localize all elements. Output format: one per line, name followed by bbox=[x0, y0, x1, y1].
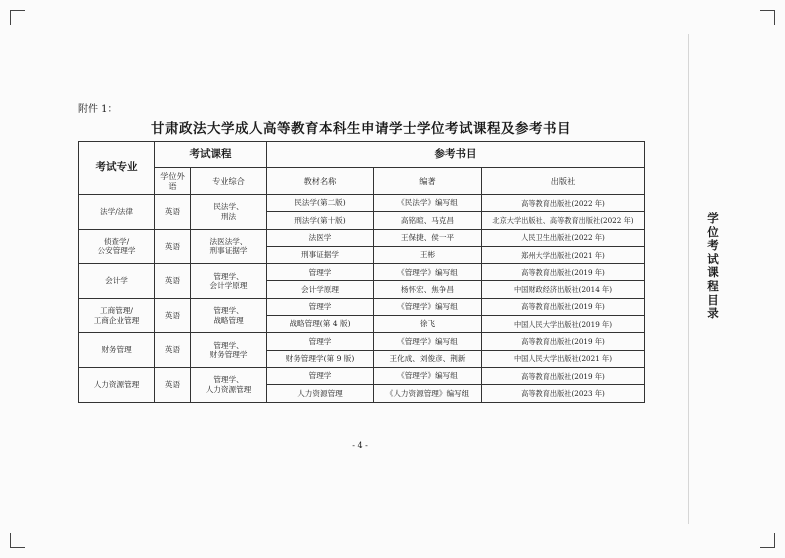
cell-publisher: 中国人民大学出版社(2021 年) bbox=[482, 350, 645, 367]
cell-editor: 《管理学》编写组 bbox=[374, 264, 482, 281]
crop-mark-bottom-right bbox=[760, 533, 775, 548]
cell-publisher: 高等教育出版社(2023 年) bbox=[482, 385, 645, 402]
cell-textbook-name: 管理学 bbox=[267, 298, 374, 315]
cell-editor: 《人力资源管理》编写组 bbox=[374, 385, 482, 402]
header-editor: 编著 bbox=[374, 168, 482, 195]
cell-publisher: 高等教育出版社(2019 年) bbox=[482, 333, 645, 350]
cell-textbook-name: 管理学 bbox=[267, 264, 374, 281]
cell-textbook-name: 管理学 bbox=[267, 333, 374, 350]
cell-major: 人力资源管理 bbox=[79, 367, 155, 402]
cell-textbook-name: 刑事证据学 bbox=[267, 246, 374, 263]
cell-major: 法学/法律 bbox=[79, 195, 155, 230]
cell-editor: 高铭暄、马克昌 bbox=[374, 212, 482, 229]
cell-editor: 王保捷、侯一平 bbox=[374, 229, 482, 246]
document-title: 甘肃政法大学成人高等教育本科生申请学士学位考试课程及参考书目 bbox=[151, 121, 571, 137]
header-professional-comprehensive: 专业综合 bbox=[191, 168, 267, 195]
header-major: 考试专业 bbox=[79, 142, 155, 195]
cell-editor: 《管理学》编写组 bbox=[374, 367, 482, 384]
cell-major: 工商管理/ 工商企业管理 bbox=[79, 298, 155, 333]
cell-textbook-name: 财务管理学(第 9 版) bbox=[267, 350, 374, 367]
crop-mark-top-right bbox=[760, 10, 775, 25]
cell-degree-language: 英语 bbox=[155, 229, 191, 264]
table-body bbox=[79, 195, 645, 403]
header-textbook-name: 教材名称 bbox=[267, 168, 374, 195]
cell-degree-language: 英语 bbox=[155, 333, 191, 368]
cell-subjects: 法医法学、 刑事证据学 bbox=[191, 229, 267, 264]
cell-subjects: 管理学、 财务管理学 bbox=[191, 333, 267, 368]
cell-textbook-name: 民法学(第二版) bbox=[267, 195, 374, 212]
table-row bbox=[79, 229, 645, 246]
table-row bbox=[79, 298, 645, 315]
cell-publisher: 郑州大学出版社(2021 年) bbox=[482, 246, 645, 263]
course-table bbox=[78, 141, 645, 403]
cell-textbook-name: 管理学 bbox=[267, 367, 374, 384]
cell-textbook-name: 战略管理(第 4 版) bbox=[267, 316, 374, 333]
cell-publisher: 中国财政经济出版社(2014 年) bbox=[482, 281, 645, 298]
header-degree-language: 学位外语 bbox=[155, 168, 191, 195]
crop-mark-bottom-left bbox=[10, 533, 25, 548]
header-exam-courses: 考试课程 bbox=[155, 142, 267, 168]
cell-editor: 王化成、刘俊彦、荆新 bbox=[374, 350, 482, 367]
cell-major: 侦查学/ 公安管理学 bbox=[79, 229, 155, 264]
cell-textbook-name: 法医学 bbox=[267, 229, 374, 246]
cell-subjects: 民法学、 刑法 bbox=[191, 195, 267, 230]
cell-degree-language: 英语 bbox=[155, 367, 191, 402]
table-row bbox=[79, 367, 645, 384]
cell-major: 会计学 bbox=[79, 264, 155, 299]
header-reference-books: 参考书目 bbox=[267, 142, 645, 168]
cell-editor: 杨怀宏、焦争昌 bbox=[374, 281, 482, 298]
cell-textbook-name: 会计学原理 bbox=[267, 281, 374, 298]
header-publisher: 出版社 bbox=[482, 168, 645, 195]
cell-publisher: 高等教育出版社(2019 年) bbox=[482, 298, 645, 315]
page-number: - 4 - bbox=[352, 441, 368, 450]
cell-publisher: 北京大学出版社、高等教育出版社(2022 年) bbox=[482, 212, 645, 229]
cell-textbook-name: 刑法学(第十版) bbox=[267, 212, 374, 229]
cell-subjects: 管理学、 战略管理 bbox=[191, 298, 267, 333]
cell-publisher: 中国人民大学出版社(2019 年) bbox=[482, 316, 645, 333]
cell-textbook-name: 人力资源管理 bbox=[267, 385, 374, 402]
table-row bbox=[79, 195, 645, 212]
table-row bbox=[79, 333, 645, 350]
cell-degree-language: 英语 bbox=[155, 264, 191, 299]
cell-editor: 《民法学》编写组 bbox=[374, 195, 482, 212]
cell-degree-language: 英语 bbox=[155, 195, 191, 230]
cell-publisher: 人民卫生出版社(2022 年) bbox=[482, 229, 645, 246]
table-row bbox=[79, 264, 645, 281]
cell-publisher: 高等教育出版社(2022 年) bbox=[482, 195, 645, 212]
cell-subjects: 管理学、 会计学原理 bbox=[191, 264, 267, 299]
cell-editor: 《管理学》编写组 bbox=[374, 333, 482, 350]
page-trim-line bbox=[688, 34, 689, 524]
cell-editor: 王彬 bbox=[374, 246, 482, 263]
crop-mark-top-left bbox=[10, 10, 25, 25]
cell-publisher: 高等教育出版社(2019 年) bbox=[482, 367, 645, 384]
cell-editor: 《管理学》编写组 bbox=[374, 298, 482, 315]
cell-subjects: 管理学、 人力资源管理 bbox=[191, 367, 267, 402]
cell-publisher: 高等教育出版社(2019 年) bbox=[482, 264, 645, 281]
attachment-label: 附件 1： bbox=[78, 104, 118, 115]
cell-degree-language: 英语 bbox=[155, 298, 191, 333]
side-label: 学位考试课程目录 bbox=[707, 211, 719, 321]
cell-major: 财务管理 bbox=[79, 333, 155, 368]
cell-editor: 徐飞 bbox=[374, 316, 482, 333]
